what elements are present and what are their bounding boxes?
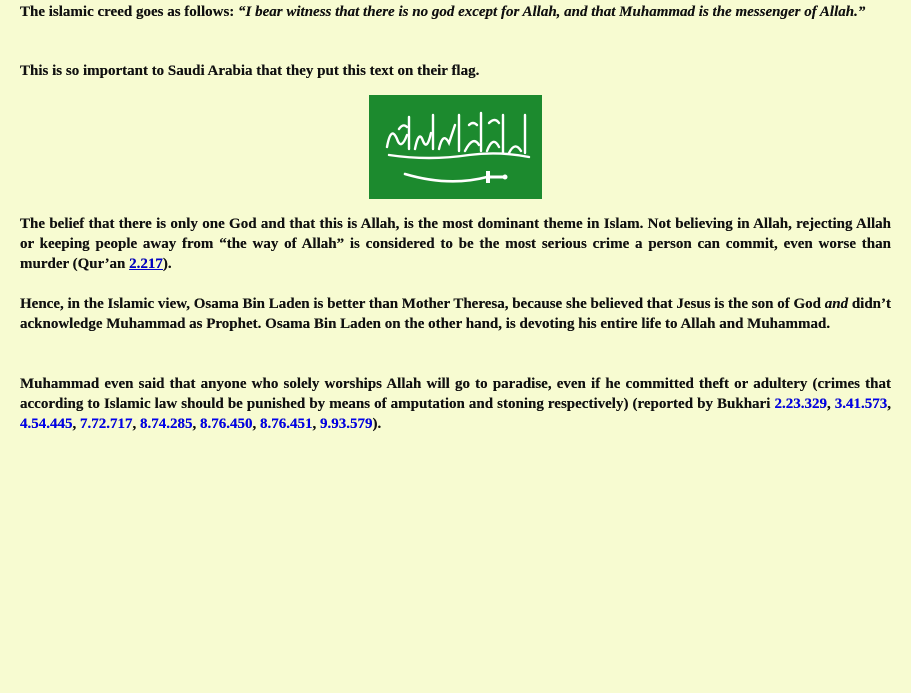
bukhari-reference-link[interactable]: 9.93.579 bbox=[320, 416, 373, 432]
saudi-flag-image bbox=[369, 95, 542, 199]
belief-paragraph bbox=[20, 214, 891, 274]
osama-paragraph bbox=[20, 294, 891, 334]
bukhari-reference-link[interactable]: 8.76.450 bbox=[200, 416, 253, 432]
bukhari-reference-link[interactable]: 2.23.329 bbox=[774, 396, 827, 412]
link-separator: , bbox=[252, 416, 260, 432]
bukhari-reference-link[interactable]: 7.72.717 bbox=[80, 416, 133, 432]
belief-text: The belief that there is only one God and that this is Allah, is the most dominant theme in Islam. Not believing in Allah, rejecting Allah or keeping people away from “the way of Allah” is considered to be the most serious crime a person can commit, even worse than murder (Qur’an bbox=[20, 216, 891, 272]
belief-text-end: ). bbox=[162, 256, 172, 272]
osama-text-start: Hence, in the Islamic view, Osama Bin Laden is better than Mother Theresa, because she believed that Jesus is the son of God bbox=[20, 296, 825, 312]
link-separator: , bbox=[887, 396, 891, 412]
link-separator: , bbox=[826, 396, 835, 412]
osama-emphasis: and bbox=[824, 296, 849, 312]
saudi-flag-icon bbox=[369, 95, 542, 199]
creed-paragraph bbox=[20, 2, 891, 22]
bukhari-reference-link[interactable]: 8.74.285 bbox=[140, 416, 193, 432]
creed-quote: “I bear witness that there is no god except for Allah, and that Muhammad is the messenger of Allah.” bbox=[238, 4, 866, 20]
link-separator: , bbox=[312, 416, 320, 432]
flag-paragraph: This is so important to Saudi Arabia that they put this text on their flag. bbox=[20, 63, 480, 79]
bukhari-reference-link[interactable]: 3.41.573 bbox=[834, 396, 888, 412]
bukhari-reference-link[interactable]: 8.76.451 bbox=[260, 416, 313, 432]
link-separator: , bbox=[192, 416, 200, 432]
bukhari-reference-link[interactable]: 4.54.445 bbox=[20, 416, 73, 432]
paradise-paragraph bbox=[20, 374, 891, 434]
creed-intro: The islamic creed goes as follows: bbox=[20, 4, 239, 20]
paradise-text: Muhammad even said that anyone who solely worships Allah will go to paradise, even if he committed theft or adultery (crimes that according to Islamic law should be punished by means of amputation and stoning respectively) (reported by Bukhari bbox=[20, 376, 891, 412]
quran-reference-link[interactable]: 2.217 bbox=[129, 256, 163, 272]
osama-text-end: didn’t acknowledge Muhammad as Prophet. Osama Bin Laden on the other hand, is devoting his entire life to Allah and Muhammad. bbox=[20, 296, 892, 332]
link-separator: , bbox=[72, 416, 80, 432]
paradise-text-end: ). bbox=[372, 416, 382, 432]
link-separator: , bbox=[132, 416, 140, 432]
